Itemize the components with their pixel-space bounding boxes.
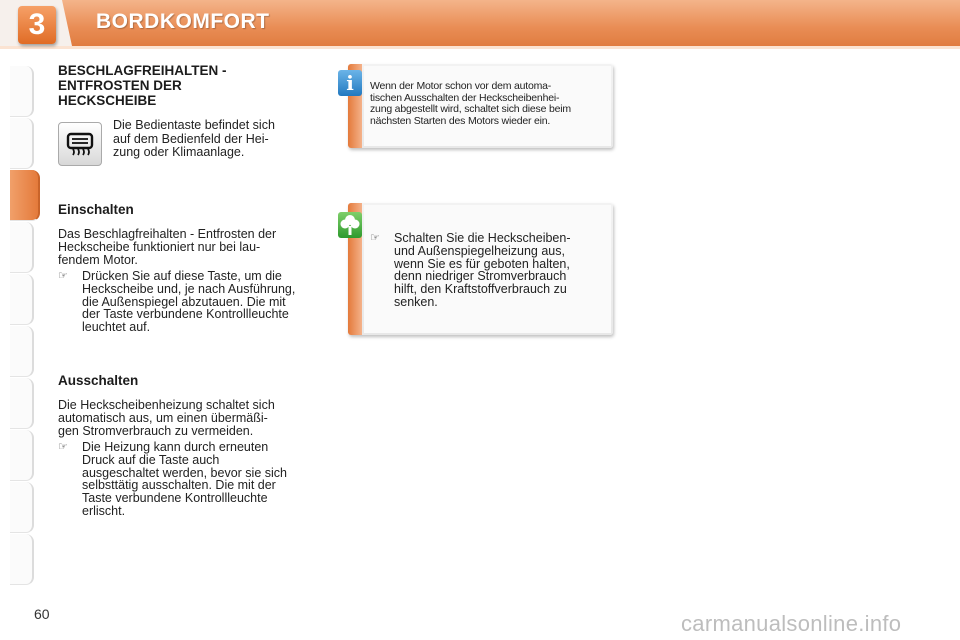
chapter-tab-1[interactable] bbox=[10, 66, 34, 117]
chapter-tab-10[interactable] bbox=[10, 534, 34, 585]
bullet-line: ausgeschaltet werden, bevor sie sich bbox=[82, 465, 287, 480]
ausschalten-heading: Ausschalten bbox=[58, 373, 139, 388]
info-line: tischen Ausschalten der Heckscheibenhei- bbox=[370, 91, 560, 104]
eco-line: senken. bbox=[394, 294, 438, 309]
info-box-text bbox=[370, 81, 610, 127]
page-number: 60 bbox=[34, 606, 50, 622]
einschalten-bullet bbox=[58, 270, 326, 334]
eco-line: hilft, den Kraftstoffverbrauch zu bbox=[394, 282, 567, 297]
intro-line: auf dem Bedienfeld der Hei- bbox=[113, 131, 269, 146]
bullet-line: die Außenspiegel abzutauen. Die mit bbox=[82, 294, 286, 309]
paragraph-line: automatisch aus, um einen übermäßi- bbox=[58, 410, 268, 425]
eco-line: und Außenspiegelheizung aus, bbox=[394, 243, 565, 258]
pointing-hand-icon: ☞ bbox=[58, 270, 68, 282]
chapter-tab-5[interactable] bbox=[10, 274, 34, 325]
chapter-tab-4[interactable] bbox=[10, 222, 34, 273]
chapter-tab-2[interactable] bbox=[10, 118, 34, 169]
watermark: carmanualsonline.info bbox=[681, 611, 902, 636]
info-line: zung abgestellt wird, schaltet sich diese beim bbox=[370, 103, 571, 115]
bullet-line: erlischt. bbox=[82, 503, 126, 518]
section-title-line: HECKSCHEIBE bbox=[58, 93, 157, 108]
bullet-line: selbsttätig ausschalten. Die mit der bbox=[82, 478, 276, 493]
chapter-tab-8[interactable] bbox=[10, 430, 34, 481]
paragraph-line: Heckscheibe funktioniert nur bei lau- bbox=[58, 239, 261, 254]
pointing-hand-icon: ☞ bbox=[370, 232, 380, 244]
section-title bbox=[58, 63, 298, 108]
chapter-tab-6[interactable] bbox=[10, 326, 34, 377]
bullet-line: der Taste verbundene Kontrollleuchte bbox=[82, 307, 289, 322]
einschalten-heading: Einschalten bbox=[58, 202, 134, 217]
pointing-hand-icon: ☞ bbox=[58, 441, 68, 453]
ausschalten-paragraph bbox=[58, 399, 326, 437]
chapter-number-badge: 3 bbox=[18, 6, 56, 44]
intro-line: Die Bedientaste befindet sich bbox=[113, 118, 275, 132]
eco-tree-icon bbox=[338, 212, 362, 238]
paragraph-line: fendem Motor. bbox=[58, 252, 138, 267]
info-line: Wenn der Motor schon vor dem automa- bbox=[370, 80, 552, 92]
chapter-tab-strip bbox=[10, 66, 34, 576]
einschalten-paragraph bbox=[58, 228, 326, 266]
section-title-line: ENTFROSTEN DER bbox=[58, 78, 182, 93]
paragraph-line: gen Stromverbrauch zu vermeiden. bbox=[58, 423, 254, 438]
bullet-line: Drücken Sie auf diese Taste, um die bbox=[82, 269, 282, 283]
eco-bullet bbox=[370, 232, 610, 309]
eco-line: Schalten Sie die Heckscheiben- bbox=[394, 231, 571, 245]
info-line: nächsten Starten des Motors wieder ein. bbox=[370, 114, 551, 127]
section-title-line: BESCHLAGFREIHALTEN - bbox=[58, 63, 227, 78]
chapter-tab-3-active[interactable] bbox=[10, 170, 40, 221]
intro-text bbox=[113, 119, 325, 160]
paragraph-line: Die Heckscheibenheizung schaltet sich bbox=[58, 398, 275, 412]
chapter-title: BORDKOMFORT bbox=[96, 10, 270, 33]
paragraph-line: Das Beschlagfreihalten - Entfrosten der bbox=[58, 227, 277, 241]
header-rule bbox=[0, 46, 960, 49]
eco-line: wenn Sie es für geboten halten, bbox=[394, 256, 570, 271]
bullet-line: leuchtet auf. bbox=[82, 320, 151, 335]
chapter-tab-9[interactable] bbox=[10, 482, 34, 533]
ausschalten-bullet bbox=[58, 441, 326, 518]
intro-line: zung oder Klimaanlage. bbox=[113, 145, 245, 159]
bullet-line: Taste verbundene Kontrollleuchte bbox=[82, 491, 268, 506]
chapter-tab-7[interactable] bbox=[10, 378, 34, 429]
rear-window-defrost-icon bbox=[58, 122, 102, 166]
bullet-line: Die Heizung kann durch erneuten bbox=[82, 440, 269, 454]
info-icon: i bbox=[338, 70, 362, 96]
bullet-line: Heckscheibe und, je nach Ausführung, bbox=[82, 281, 296, 296]
bullet-line: Druck auf die Taste auch bbox=[82, 452, 220, 467]
eco-line: denn niedriger Stromverbrauch bbox=[394, 269, 567, 284]
